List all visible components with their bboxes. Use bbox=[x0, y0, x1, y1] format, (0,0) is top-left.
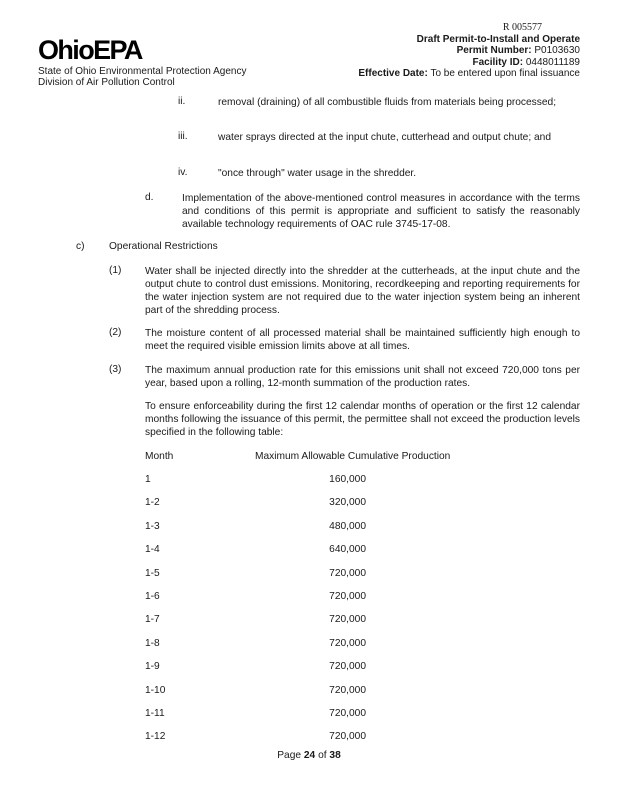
item-d-text: Implementation of the above-mentioned control measures in accordance with the terms and conditions of this permit is appropriate and sufficient to satisfy the reasonably available technology requirements of OAC rule 3745-17-08. bbox=[182, 193, 580, 230]
row-production: 720,000 bbox=[329, 708, 366, 719]
row-production: 720,000 bbox=[329, 591, 366, 602]
row-month: 1-2 bbox=[145, 497, 160, 509]
agency-name: State of Ohio Environmental Protection Agency bbox=[38, 66, 247, 77]
enforceability-text: To ensure enforceability during the first 12 calendar months of operation or the first 12 calendar months following the issuance of this permit, the permittee shall not exceed the production levels specified in the following table: bbox=[145, 401, 580, 438]
row-production: 160,000 bbox=[329, 474, 366, 485]
permit-header bbox=[358, 22, 580, 80]
row-month: 1-6 bbox=[145, 591, 160, 602]
r-number: R 005577 bbox=[502, 22, 542, 33]
list-item-num: ii. bbox=[178, 96, 186, 107]
row-month: 1-5 bbox=[145, 567, 160, 579]
row-month: 1-3 bbox=[145, 520, 160, 532]
row-production: 720,000 bbox=[329, 731, 366, 743]
list-item: water sprays directed at the input chute, cutterhead and output chute; and bbox=[218, 132, 552, 143]
row-month: 1 bbox=[145, 474, 151, 485]
division-name: Division of Air Pollution Control bbox=[38, 77, 175, 88]
restriction-num: (2) bbox=[109, 327, 122, 338]
row-production: 320,000 bbox=[329, 497, 366, 509]
row-month: 1-7 bbox=[145, 614, 160, 626]
restriction-item: Water shall be injected directly into the shredder at the cutterheads, at the input chute and the output chute to control dust emissions. Monitoring, recordkeeping and reporting requirements for the water injection system are not required due to the water injection system being an inherent part of the shredding process. bbox=[145, 266, 580, 316]
section-c-title: Operational Restrictions bbox=[109, 241, 218, 252]
agency-block bbox=[38, 66, 246, 88]
row-month: 1-9 bbox=[145, 661, 160, 673]
list-item-num: iv. bbox=[178, 167, 188, 178]
section-c-label: c) bbox=[76, 241, 85, 252]
ohio-epa-logo: OhioEPA bbox=[38, 35, 142, 65]
row-month: 1-12 bbox=[145, 731, 166, 743]
table-header-production: Maximum Allowable Cumulative Production bbox=[255, 451, 451, 462]
list-item-num: iii. bbox=[178, 131, 188, 142]
restriction-item: The moisture content of all processed material shall be maintained sufficiently high enough to meet the required visible emission limits above at all times. bbox=[145, 328, 580, 352]
restriction-num: (3) bbox=[109, 364, 122, 375]
item-d-label: d. bbox=[145, 192, 154, 203]
permit-number: Permit Number: P0103630 bbox=[456, 45, 580, 57]
doc-title: Draft Permit-to-Install and Operate bbox=[416, 33, 580, 45]
row-production: 720,000 bbox=[329, 614, 366, 626]
restriction-num: (1) bbox=[109, 265, 122, 276]
row-month: 1-4 bbox=[145, 544, 160, 556]
row-production: 720,000 bbox=[329, 684, 366, 696]
row-production: 720,000 bbox=[329, 637, 366, 649]
list-item: removal (draining) of all combustible fluids from materials being processed; bbox=[218, 97, 557, 108]
row-production: 640,000 bbox=[329, 544, 366, 556]
page-footer: Page 24 of 38 bbox=[277, 750, 341, 761]
row-production: 480,000 bbox=[329, 520, 366, 532]
facility-id: Facility ID: 0448011189 bbox=[472, 56, 580, 68]
row-production: 720,000 bbox=[329, 661, 366, 673]
row-month: 1-11 bbox=[145, 708, 165, 719]
row-month: 1-8 bbox=[145, 637, 160, 649]
row-month: 1-10 bbox=[145, 684, 166, 696]
table-header-month: Month bbox=[145, 451, 174, 462]
list-item: "once through" water usage in the shredder. bbox=[218, 168, 417, 179]
restriction-item: The maximum annual production rate for this emissions unit shall not exceed 720,000 tons per year, based upon a rolling, 12-month summation of the production rates. bbox=[145, 365, 580, 389]
effective-date: Effective Date: To be entered upon final issuance bbox=[358, 68, 580, 80]
row-production: 720,000 bbox=[329, 567, 366, 579]
